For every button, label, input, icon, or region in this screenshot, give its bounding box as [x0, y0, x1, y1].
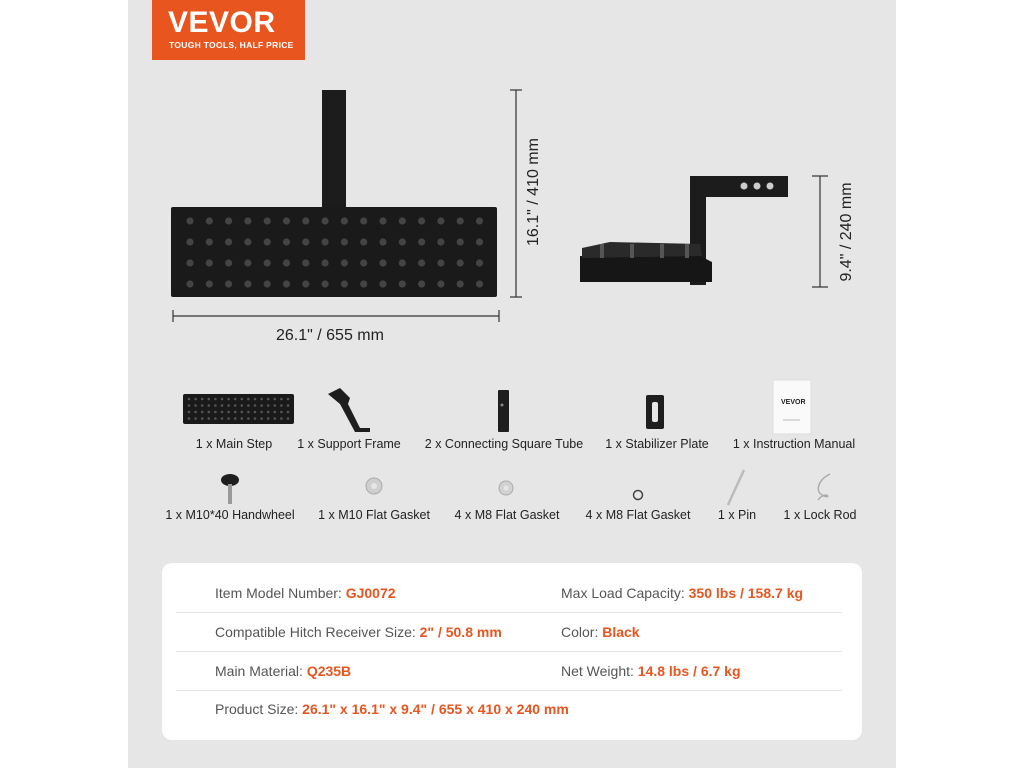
spec-hitch: [215, 624, 502, 640]
spec-color-label: Color:: [561, 624, 603, 640]
spec-hitch-label: Compatible Hitch Receiver Size:: [215, 624, 420, 640]
part-label-instruction-manual: 1 x Instruction Manual: [732, 437, 856, 451]
spec-load-value: 350 lbs / 158.7 kg: [688, 585, 804, 601]
spec-load: [561, 585, 803, 601]
part-label-connecting-tube: 2 x Connecting Square Tube: [424, 437, 584, 451]
part-label-main-step: 1 x Main Step: [195, 437, 273, 451]
step-front-view: [171, 90, 497, 297]
part-label-m8-gasket: 4 x M8 Flat Gasket: [454, 508, 560, 522]
brand-name: VEVOR: [168, 6, 276, 39]
depth-dimension: 9.4" / 240 mm: [838, 182, 855, 282]
lock-rod-icon: [818, 474, 830, 500]
part-label-m8-ring: 4 x M8 Flat Gasket: [585, 508, 691, 522]
step-side-view: [580, 176, 788, 285]
spec-material: [215, 663, 351, 679]
spec-hitch-value: 2" / 50.8 mm: [419, 624, 502, 640]
spec-material-label: Main Material:: [215, 663, 307, 679]
part-label-m10-gasket: 1 x M10 Flat Gasket: [318, 508, 430, 522]
spec-size-value: 26.1" x 16.1" x 9.4" / 655 x 410 x 240 mm: [302, 701, 569, 717]
part-label-lock-rod: 1 x Lock Rod: [783, 508, 857, 522]
spec-divider: [176, 612, 842, 613]
spec-size-label: Product Size:: [215, 701, 303, 717]
spec-weight-label: Net Weight:: [561, 663, 638, 679]
instruction-manual-icon: [773, 380, 811, 434]
spec-model-value: GJ0072: [345, 585, 396, 601]
connecting-tube-icon: [498, 390, 509, 432]
stabilizer-plate-icon: [646, 395, 664, 429]
part-label-stabilizer-plate: 1 x Stabilizer Plate: [605, 437, 709, 451]
spec-weight: [561, 663, 741, 679]
spec-divider: [176, 690, 842, 691]
spec-material-value: Q235B: [306, 663, 352, 679]
spec-weight-value: 14.8 lbs / 6.7 kg: [637, 663, 741, 679]
m8-ring-icon: [634, 491, 643, 500]
handwheel-icon: [221, 474, 239, 504]
part-label-support-frame: 1 x Support Frame: [297, 437, 401, 451]
width-dimension: 26.1" / 655 mm: [276, 327, 384, 344]
part-label-handwheel: 1 x M10*40 Handwheel: [165, 508, 295, 522]
spec-divider: [176, 651, 842, 652]
height-dimension: 16.1" / 410 mm: [525, 138, 542, 246]
pin-icon: [728, 470, 744, 505]
spec-model-label: Item Model Number:: [215, 585, 346, 601]
main-step-icon: [183, 394, 294, 424]
brand-tagline: TOUGH TOOLS, HALF PRICE: [169, 40, 294, 50]
spec-load-label: Max Load Capacity:: [561, 585, 689, 601]
spec-model: [215, 585, 396, 601]
spec-size: [215, 701, 569, 717]
spec-color: [561, 624, 640, 640]
spec-color-value: Black: [602, 624, 640, 640]
support-frame-icon: [328, 388, 370, 432]
m8-gasket-icon: [499, 481, 513, 495]
m10-gasket-icon: [366, 478, 382, 494]
manual-cover-text: VEVOR: [781, 399, 806, 406]
part-label-pin: 1 x Pin: [717, 508, 757, 522]
